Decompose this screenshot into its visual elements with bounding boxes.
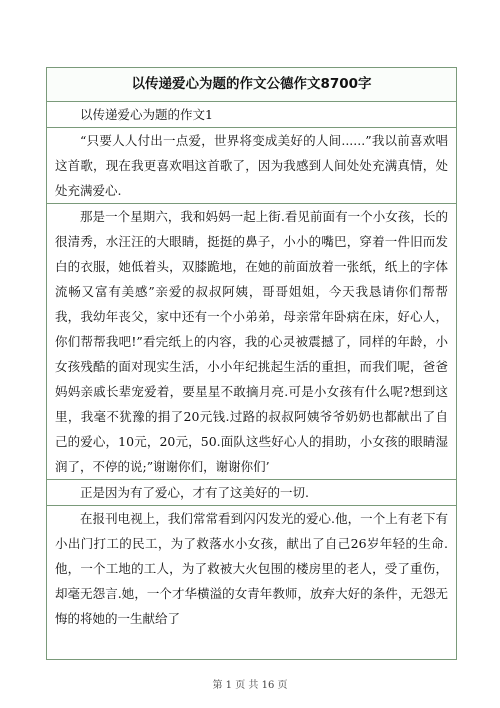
paragraph-2: 那是一个星期六，我和妈妈一起上街.看见前面有一个小女孩，长的很清秀，水汪汪的大眼睛，挺挺的鼻子，小小的嘴巴，穿着一件旧而发白的衣服，她低着头，双膝跪地，在她的前面放着一张纸，纸上的字体流畅又富有美感”亲爱的叔叔阿姨，哥哥姐姐，今天我恳请你们帮帮我，我幼年丧父，家中还有一个小弟弟，母亲常年卧病在床，好心人，你们帮帮我吧!”看完纸上的内容，我的心灵被震撼了，同样的年龄，小女孩残酷的面对现实生活，小小年纪挑起生活的重担，而我们呢，爸爸妈妈亲戚长辈宠爱着，要星星不敢摘月亮.可是小女孩有什么呢?想到这里，我毫不犹豫的捐了20元钱.过路的叔叔阿姨爷爷奶奶也都献出了自己的爱心，10元，20元，50.面队这些好心人的捐助，小女孩的眼睛湿润了，不停的说;”谢谢你们，谢谢你们’ (47, 204, 456, 480)
document-table (46, 67, 457, 660)
subtitle-paragraph: 以传递爱心为题的作文1 (47, 102, 456, 128)
page-footer: 第 1 页 共 16 页 (212, 680, 288, 691)
paragraph-4: 在报刊电视上，我们常常看到闪闪发光的爱心.他，一个上有老下有小出门打工的民工，为了救落水小女孩，献出了自己26岁年轻的生命.他，一个工地的工人，为了救被大火包围的楼房里的老人，受了重伤，却毫无怨言.她，一个才华横溢的女青年教师，放弃大好的条件，无怨无悔的将她的一生献给了 (55, 511, 448, 626)
paragraph-1: “只要人人付出一点爱，世界将变成美好的人间......”我以前喜欢唱这首歌，现在我更喜欢唱这首歌了，因为我感到人间处处充满真情，处处充满爱心. (47, 128, 456, 204)
document-title: 以传递爱心为题的作文公德作文8700字 (47, 68, 456, 102)
paragraph-3: 正是因为有了爱心，才有了这美好的一切. (47, 480, 456, 506)
